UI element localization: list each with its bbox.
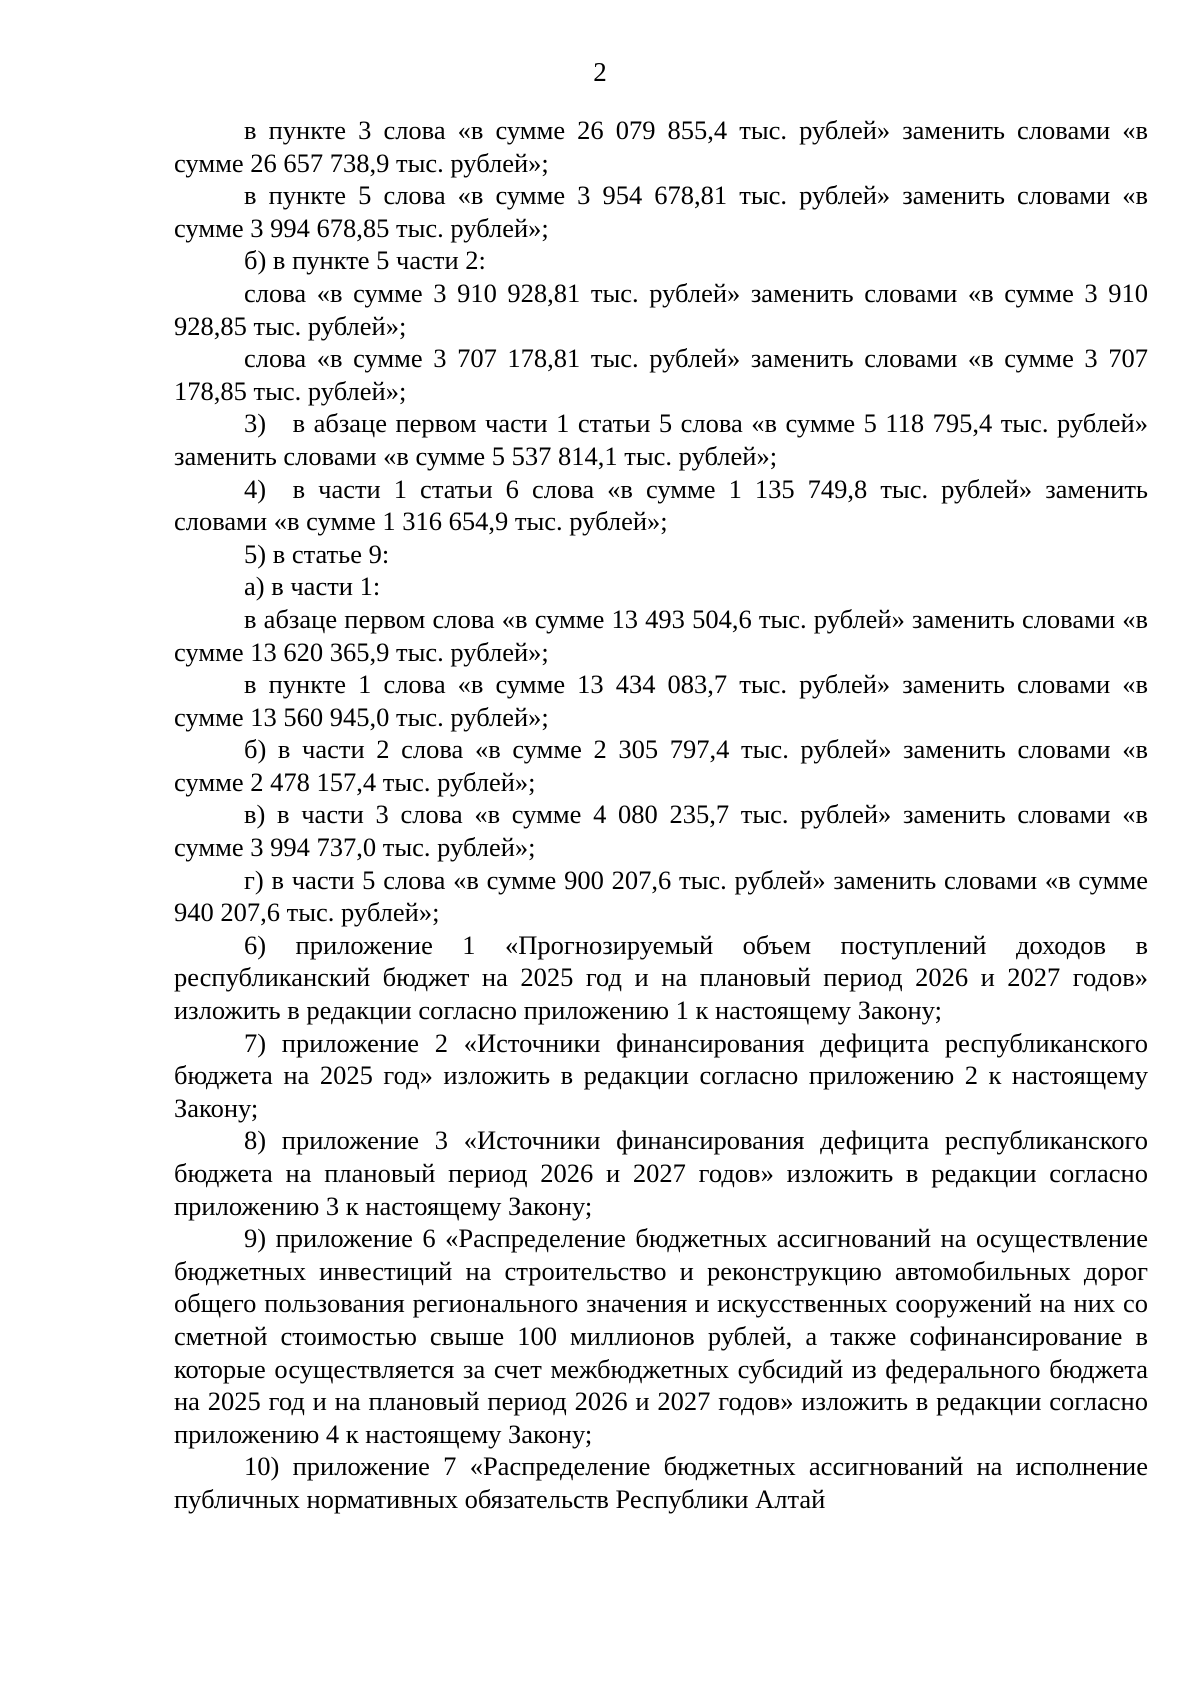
paragraph: слова «в сумме 3 707 178,81 тыс. рублей» заменить словами «в сумме 3 707 178,85 тыс. рублей»;	[174, 343, 1148, 406]
page-number: 2	[593, 57, 607, 87]
paragraph: в) в части 3 слова «в сумме 4 080 235,7 тыс. рублей» заменить словами «в сумме 3 994 737,0 тыс. рублей»;	[174, 799, 1148, 863]
paragraph: б) в пункте 5 части 2:	[244, 245, 486, 276]
paragraph: слова «в сумме 3 910 928,81 тыс. рублей» заменить словами «в сумме 3 910 928,85 тыс. рублей»;	[174, 277, 1148, 341]
paragraph: в пункте 3 слова «в сумме 26 079 855,4 тыс. рублей» заменить словами «в сумме 26 657 738,9 тыс. рублей»;	[174, 115, 1148, 178]
paragraph: в пункте 1 слова «в сумме 13 434 083,7 тыс. рублей» заменить словами «в сумме 13 560 945,0 тыс. рублей»;	[174, 669, 1148, 732]
paragraph: 7) приложение 2 «Источники финансирования дефицита республиканского бюджета на 2025 год» изложить в редакции согласно приложению 2 к настоящему Закону;	[174, 1027, 1148, 1123]
paragraph: б) в части 2 слова «в сумме 2 305 797,4 тыс. рублей» заменить словами «в сумме 2 478 157,4 тыс. рублей»;	[174, 734, 1148, 797]
paragraph: а) в части 1:	[244, 571, 381, 602]
paragraph: 5) в статье 9:	[244, 538, 390, 569]
paragraph: 10) приложение 7 «Распределение бюджетных ассигнований на исполнение публичных нормативных обязательств Республики Алтай	[174, 1451, 1148, 1514]
paragraph: 9) приложение 6 «Распределение бюджетных ассигнований на осуществление бюджетных инвестиций на строительство и реконструкцию автомобильных дорог общего пользования регионального значения и искусственных сооружений на них со сметной стоимостью свыше 100 миллионов рублей, а также софинансирование в которые осуществляется за счет межбюджетных субсидий из федерального бюджета на 2025 год и на плановый период 2026 и 2027 годов» изложить в редакции согласно приложению 4 к настоящему Закону;	[174, 1223, 1148, 1449]
paragraph: в пункте 5 слова «в сумме 3 954 678,81 тыс. рублей» заменить словами «в сумме 3 994 678,85 тыс. рублей»;	[174, 180, 1148, 243]
paragraph: в абзаце первом слова «в сумме 13 493 504,6 тыс. рублей» заменить словами «в сумме 13 620 365,9 тыс. рублей»;	[174, 603, 1148, 667]
paragraph: 8) приложение 3 «Источники финансирования дефицита республиканского бюджета на плановый период 2026 и 2027 годов» изложить в редакции согласно приложению 3 к настоящему Закону;	[174, 1125, 1148, 1221]
paragraph: 6) приложение 1 «Прогнозируемый объем поступлений доходов в республиканский бюджет на 2025 год и на плановый период 2026 и 2027 годов» изложить в редакции согласно приложению 1 к настоящему Закону;	[174, 929, 1148, 1026]
paragraph: 4) в части 1 статьи 6 слова «в сумме 1 135 749,8 тыс. рублей» заменить словами «в сумме 1 316 654,9 тыс. рублей»;	[174, 473, 1148, 537]
paragraph: г) в части 5 слова «в сумме 900 207,6 тыс. рублей» заменить словами «в сумме 940 207,6 тыс. рублей»;	[174, 864, 1148, 928]
document-body	[174, 114, 1148, 1516]
paragraph: 3) в абзаце первом части 1 статьи 5 слова «в сумме 5 118 795,4 тыс. рублей» заменить словами «в сумме 5 537 814,1 тыс. рублей»;	[174, 408, 1148, 471]
